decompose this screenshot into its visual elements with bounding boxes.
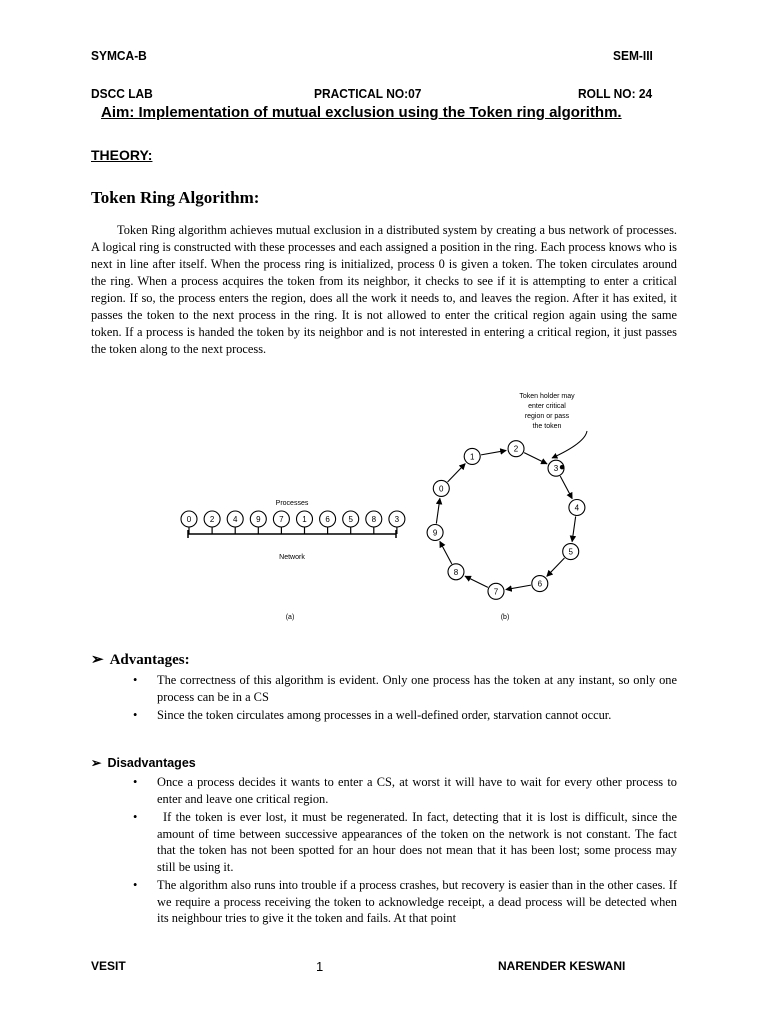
bus-node-label: 6 [325,515,330,524]
ring-arrow [465,576,488,587]
bus-node-label: 3 [394,515,400,524]
bus-node [181,511,197,534]
header-semester: SEM-III [613,48,653,63]
ring-node-label: 6 [537,579,543,589]
disadvantages-heading [91,755,196,770]
footer-right: NARENDER KESWANI [498,959,626,973]
header-roll: ROLL NO: 24 [578,86,653,101]
ring-node-label: 2 [513,444,519,454]
aim-heading: Aim: Implementation of mutual exclusion using the Token ring algorithm. [101,104,622,121]
list-item-text: Once a process decides it wants to enter a CS, at worst it will have to wait for every other process to enter and leave one critical region. [157,775,677,806]
bus-node-label: 7 [279,515,284,524]
arrow-bullet-icon: ➢ [91,756,102,770]
bullet-icon: • [133,775,138,789]
bus-node-label: 8 [371,515,377,524]
page-number: 1 [316,959,324,974]
disadvantages-heading-text: Disadvantages [107,756,196,770]
list-item [133,877,677,927]
disadvantages-list [133,774,677,929]
section-title: Token Ring Algorithm: [91,188,260,207]
bus-node [343,511,359,534]
list-item [133,809,677,875]
header-class: SYMCA-B [91,48,147,63]
bus-node-label: 9 [256,515,261,524]
ring-node [532,576,548,592]
ring-node-label: 1 [469,452,475,462]
ring-node-label: 5 [568,547,573,557]
bullet-icon: • [133,673,138,687]
token-note-line-2: enter critical [528,403,566,410]
bus-node [250,511,266,534]
header-lab: DSCC LAB [91,86,153,101]
advantages-heading-text: Advantages: [109,652,190,668]
ring-nodes [427,441,585,600]
ring-arrow [436,498,440,523]
ring-node-label: 4 [574,503,580,513]
token-note-line-3: region or pass [524,413,570,420]
list-item [133,707,677,724]
caption-b: (b) [500,614,510,621]
theory-heading: THEORY: [91,147,153,163]
bus-node [227,511,243,534]
bus-node [297,511,313,534]
bus-node [366,511,382,534]
ring-arrow [481,450,506,454]
bus-node-label: 4 [232,515,238,524]
ring-arrow [506,585,531,589]
list-item [133,774,677,807]
ring-arrow [524,453,547,464]
ring-arrow [560,476,572,499]
advantages-list [133,672,677,726]
list-item-text: If the token is ever lost, it must be regenerated. In fact, detecting that it is lost is difficult, since the amount of time between successive appearances of the token on the network is not constant. The fact that the token has not been spotted for an hour does not mean that it has been lost; some process may still be using it. [157,810,677,874]
bullet-icon: • [133,878,138,892]
bus-node [273,511,289,534]
list-item [133,672,677,705]
token-pointer-arrow [552,431,587,458]
footer-left: VESIT [91,959,126,973]
header-practical: PRACTICAL NO:07 [314,86,422,101]
network-label: Network [279,554,305,561]
ring-arrow [572,516,576,541]
token-note-line-4: the token [532,423,562,430]
bus-node [389,511,405,534]
ring-node-label: 8 [453,567,459,577]
token-ring-diagram [175,385,605,630]
bullet-icon: • [133,708,138,722]
list-item-text: The correctness of this algorithm is evident. Only one process has the token at any instant, so only one process can be in a CS [157,673,677,704]
token-note-line-1: Token holder may [519,393,575,400]
logical-ring-figure [427,393,587,621]
token-marker [560,465,564,469]
arrow-bullet-icon: ➢ [91,652,104,668]
bus-nodes [181,511,405,534]
ring-arrow [547,558,565,576]
bus-node-label: 5 [348,515,353,524]
ring-node [433,480,449,496]
ring-node [464,448,480,464]
ring-node-label: 0 [439,484,444,494]
list-item-text: Since the token circulates among processes in a well-defined order, starvation cannot occur. [157,708,612,722]
advantages-heading [91,650,190,669]
list-item-text: The algorithm also runs into trouble if a process crashes, but recovery is easier than in the other cases. If we require a process receiving the token to acknowledge receipt, a dead process will be detected when its neighbour tries to give it the token and fails. At that point [157,878,677,925]
caption-a: (a) [285,614,295,621]
ring-node-label: 7 [493,587,499,597]
ring-node [508,441,524,457]
ring-arrow [440,541,452,564]
ring-node [563,544,579,560]
theory-paragraph: Token Ring algorithm achieves mutual exclusion in a distributed system by creating a bus network of processes. A logical ring is constructed with these processes and each assigned a position in the ring. Each process knows who is next in line after itself. When the process ring is initialized, process 0 is given a token. The token circulates around the ring. When a process acquires the token from its neighbor, it checks to see if it is attempting to enter a critical region. If so, the process enters the region, does all the work it needs to, and leaves the region. After it has exited, it passes the token to the next process in the ring. It is not allowed to enter the critical region again using the same token. If a process is handed the token by its neighbor and is not interested in entering a critical region, it just passes the token along to the next process. [91,223,677,356]
ring-node [569,499,585,515]
bus-node [204,511,220,534]
ring-node [448,564,464,580]
processes-label: Processes [275,500,309,507]
bus-node-label: 2 [209,515,215,524]
ring-node-label: 9 [432,528,438,538]
ring-arrow [448,464,466,482]
ring-node-label: 3 [553,464,559,474]
bus-node-label: 0 [186,515,192,524]
bullet-icon: • [133,810,138,824]
bus-node-label: 1 [302,515,307,524]
bus-network-figure [181,500,405,621]
ring-node [427,525,443,541]
bus-node [320,511,336,534]
ring-node [488,583,504,599]
